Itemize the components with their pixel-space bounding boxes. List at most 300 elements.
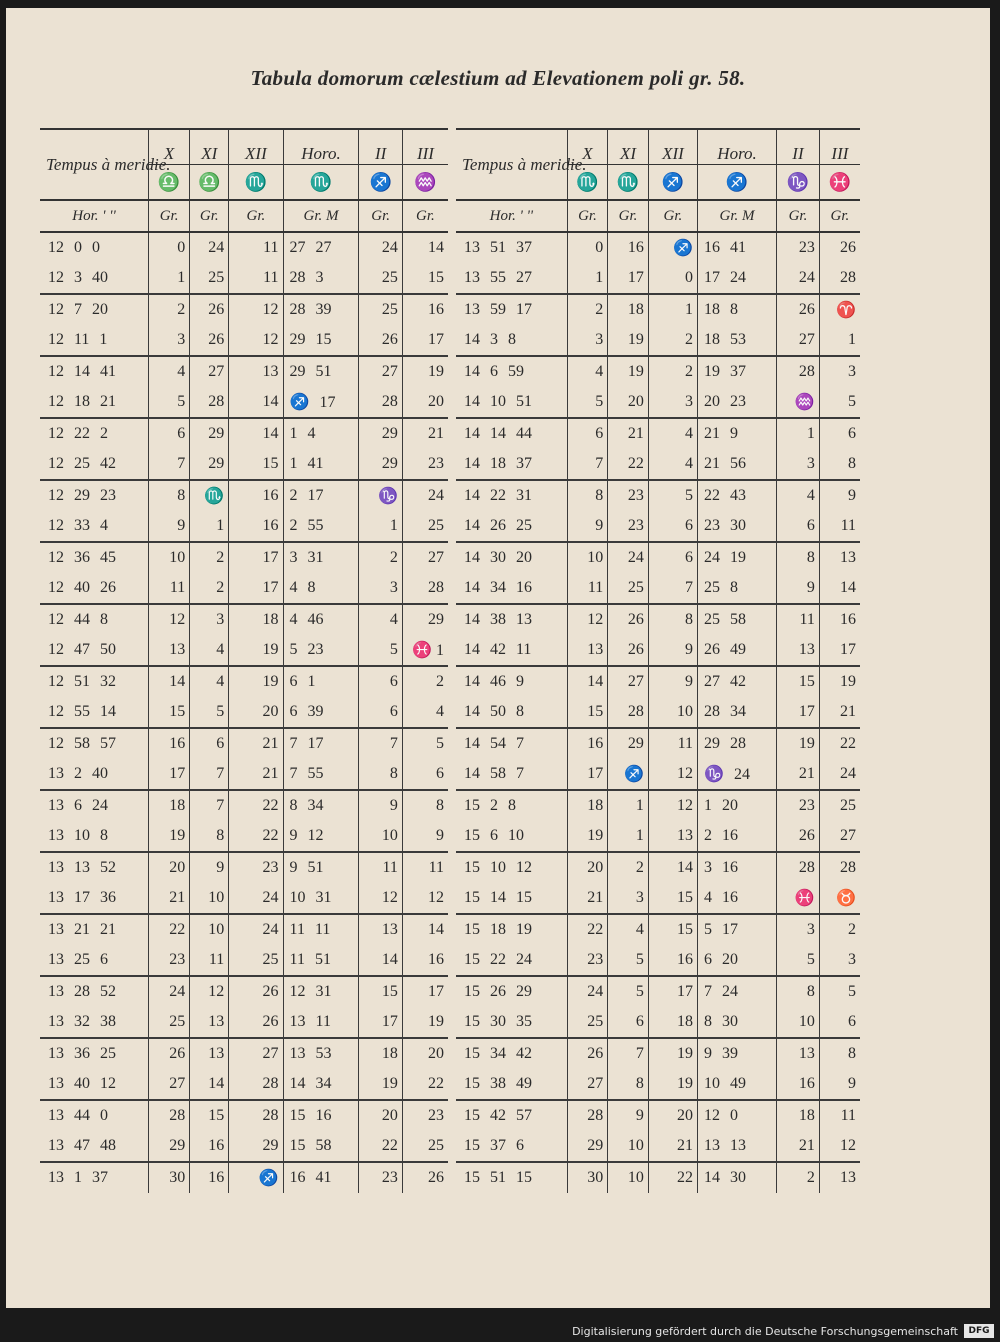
table-row [40, 759, 448, 790]
unit-label: Gr. [648, 200, 697, 232]
degree-cell: 25 [402, 1131, 448, 1162]
time-cell: 13 17 36 [48, 889, 116, 906]
degree-cell: 0 [567, 232, 608, 263]
time-cell: 12 11 1 [48, 331, 108, 348]
degree-cell: 25 58 [698, 604, 777, 635]
degree-cell: 20 [648, 1100, 697, 1131]
degree-cell: 21 [567, 883, 608, 914]
degree-cell: 19 [149, 821, 190, 852]
degree-cell: 18 8 [698, 294, 777, 325]
degree-cell: 20 [402, 1038, 448, 1069]
degree-cell: ♓ [777, 883, 820, 914]
degree-cell: 4 [149, 356, 190, 387]
degree-cell: 2 [567, 294, 608, 325]
degree-cell: 3 [777, 449, 820, 480]
degree-cell: 17 [567, 759, 608, 790]
degree-cell: 16 [777, 1069, 820, 1100]
degree-cell: 7 [359, 728, 402, 759]
table-row [456, 356, 860, 387]
degree-cell: 11 [229, 263, 283, 294]
degree-cell: 14 30 [698, 1162, 777, 1193]
degree-cell: 12 [229, 294, 283, 325]
degree-cell: 2 16 [698, 821, 777, 852]
degree-cell: 29 28 [698, 728, 777, 759]
degree-cell: 8 [149, 480, 190, 511]
degree-cell: 19 [229, 666, 283, 697]
table-row [456, 511, 860, 542]
degree-cell: 10 [608, 1162, 649, 1193]
degree-cell: 22 [229, 790, 283, 821]
degree-cell: 17 [402, 325, 448, 356]
degree-cell: 14 [648, 852, 697, 883]
degree-cell: 10 [149, 542, 190, 573]
house-label: Horo. [283, 129, 359, 165]
time-cell: 13 2 40 [48, 765, 108, 782]
degree-cell: 11 [777, 604, 820, 635]
degree-cell: 4 16 [698, 883, 777, 914]
degree-cell: 13 [190, 1007, 229, 1038]
degree-cell: 16 [567, 728, 608, 759]
degree-cell: 26 [229, 976, 283, 1007]
degree-cell: 23 [402, 1100, 448, 1131]
zodiac-sign: ♏ [283, 165, 359, 201]
degree-cell: 8 34 [283, 790, 359, 821]
page-title: Tabula domorum cælestium ad Elevationem poli gr. 58. [250, 66, 746, 90]
degree-cell: 22 [819, 728, 860, 759]
time-cell: 15 6 10 [464, 827, 524, 844]
house-label: III [819, 129, 860, 165]
degree-cell: 19 37 [698, 356, 777, 387]
degree-cell: 8 [402, 790, 448, 821]
time-cell: 13 1 37 [40, 1162, 149, 1193]
degree-cell: 11 51 [283, 945, 359, 976]
degree-cell: 24 [819, 759, 860, 790]
degree-cell: 4 [648, 449, 697, 480]
time-cell: 15 26 29 [456, 976, 567, 1007]
degree-cell: 7 [567, 449, 608, 480]
degree-cell: 29 51 [283, 356, 359, 387]
degree-cell: 24 [229, 914, 283, 945]
time-cell: 12 55 14 [48, 703, 116, 720]
degree-cell: 18 53 [698, 325, 777, 356]
degree-cell: 26 [402, 1162, 448, 1193]
degree-cell: 14 [402, 232, 448, 263]
degree-cell: 15 [402, 263, 448, 294]
table-row [456, 449, 860, 480]
degree-cell: 8 [777, 976, 820, 1007]
degree-cell: 21 [149, 883, 190, 914]
degree-cell: 24 [777, 263, 820, 294]
degree-cell: 2 [648, 356, 697, 387]
degree-cell: 6 [149, 418, 190, 449]
table-row [456, 976, 860, 1007]
degree-cell: 13 [648, 821, 697, 852]
degree-cell: 6 [819, 1007, 860, 1038]
degree-cell: 23 [608, 480, 649, 511]
degree-cell: 11 [149, 573, 190, 604]
degree-cell: 24 [149, 976, 190, 1007]
degree-cell: 17 [777, 697, 820, 728]
degree-cell: ♑ [359, 480, 402, 511]
degree-cell: 13 [567, 635, 608, 666]
time-cell: 13 25 6 [48, 951, 108, 968]
degree-cell: 27 [190, 356, 229, 387]
degree-cell: ♐ [608, 759, 649, 790]
table-row [40, 542, 448, 573]
time-cell: 14 3 8 [464, 331, 516, 348]
degree-cell: 8 [190, 821, 229, 852]
degree-cell: 9 [190, 852, 229, 883]
time-cell: 12 58 57 [40, 728, 149, 759]
table-row [40, 976, 448, 1007]
degree-cell: 10 [190, 883, 229, 914]
degree-cell: 2 [149, 294, 190, 325]
degree-cell: 16 [608, 232, 649, 263]
degree-cell: 27 [359, 356, 402, 387]
degree-cell: 13 11 [283, 1007, 359, 1038]
degree-cell: 1 [819, 325, 860, 356]
degree-cell: 3 [149, 325, 190, 356]
left-table [40, 128, 448, 1193]
degree-cell: 27 27 [283, 232, 359, 263]
table-row [456, 604, 860, 635]
left-table-body [40, 232, 448, 1193]
table-row [40, 821, 448, 852]
degree-cell: 11 [819, 1100, 860, 1131]
degree-cell: 22 [359, 1131, 402, 1162]
house-label: Horo. [698, 129, 777, 165]
degree-cell: 0 [149, 232, 190, 263]
degree-cell: 1 [777, 418, 820, 449]
degree-cell: 22 43 [698, 480, 777, 511]
degree-cell: 21 [608, 418, 649, 449]
time-cell: 12 22 2 [40, 418, 149, 449]
zodiac-sign: ♎ [190, 165, 229, 201]
degree-cell: 3 [777, 914, 820, 945]
degree-cell: 2 [359, 542, 402, 573]
degree-cell: 29 15 [283, 325, 359, 356]
degree-cell: 12 [402, 883, 448, 914]
degree-cell: 12 [359, 883, 402, 914]
degree-cell: 19 [608, 356, 649, 387]
degree-cell: 5 [777, 945, 820, 976]
degree-cell: 29 [608, 728, 649, 759]
degree-cell: 11 [648, 728, 697, 759]
zodiac-sign: ♐ [359, 165, 402, 201]
unit-label: Gr. [819, 200, 860, 232]
degree-cell: 2 [402, 666, 448, 697]
degree-cell: 23 [402, 449, 448, 480]
degree-cell: 15 [777, 666, 820, 697]
time-cell: 12 40 26 [48, 579, 116, 596]
degree-cell: 8 30 [698, 1007, 777, 1038]
table-row [456, 232, 860, 263]
degree-cell: 5 [190, 697, 229, 728]
degree-cell: 5 [402, 728, 448, 759]
degree-cell: 9 [149, 511, 190, 542]
degree-cell: 3 31 [283, 542, 359, 573]
time-cell: 13 32 38 [48, 1013, 116, 1030]
degree-cell: 30 [149, 1162, 190, 1193]
time-cell: 15 30 35 [464, 1013, 532, 1030]
degree-cell: 5 [648, 480, 697, 511]
degree-cell: 26 [567, 1038, 608, 1069]
time-cell: 15 22 24 [464, 951, 532, 968]
degree-cell: 27 42 [698, 666, 777, 697]
degree-cell: 19 [359, 1069, 402, 1100]
degree-cell: 6 20 [698, 945, 777, 976]
dfg-logo: DFG [964, 1324, 994, 1338]
table-row [40, 945, 448, 976]
degree-cell: 29 [229, 1131, 283, 1162]
degree-cell: ♐ [648, 232, 697, 263]
unit-label: Gr. [608, 200, 649, 232]
time-cell: 13 40 12 [48, 1075, 116, 1092]
degree-cell: 9 [608, 1100, 649, 1131]
degree-cell: 25 8 [698, 573, 777, 604]
degree-cell: 3 [359, 573, 402, 604]
table-row [40, 480, 448, 511]
degree-cell: 15 58 [283, 1131, 359, 1162]
degree-cell: 22 [149, 914, 190, 945]
degree-cell: 10 31 [283, 883, 359, 914]
house-label: XI [608, 129, 649, 165]
time-cell: 14 30 20 [456, 542, 567, 573]
time-cell: 13 36 25 [40, 1038, 149, 1069]
degree-cell: 11 [819, 511, 860, 542]
degree-cell: 11 [359, 852, 402, 883]
degree-cell: 13 [149, 635, 190, 666]
degree-cell: 19 [402, 356, 448, 387]
time-cell: 15 34 42 [456, 1038, 567, 1069]
time-cell: 14 6 59 [456, 356, 567, 387]
degree-cell: 18 [608, 294, 649, 325]
degree-cell: 28 [777, 356, 820, 387]
degree-cell: 7 [149, 449, 190, 480]
house-label: X [149, 129, 190, 165]
degree-cell: 26 [359, 325, 402, 356]
degree-cell: 24 [359, 232, 402, 263]
table-row [456, 542, 860, 573]
degree-cell: 2 55 [283, 511, 359, 542]
degree-cell: 20 23 [698, 387, 777, 418]
book-page [6, 8, 990, 1308]
degree-cell: 9 [819, 480, 860, 511]
table-row [40, 604, 448, 635]
degree-cell: 22 [229, 821, 283, 852]
house-label: XI [190, 129, 229, 165]
degree-cell: 22 [402, 1069, 448, 1100]
degree-cell: 15 [648, 914, 697, 945]
degree-cell: 26 [608, 635, 649, 666]
degree-cell: 20 [402, 387, 448, 418]
degree-cell: 3 [648, 387, 697, 418]
unit-label: Gr. M [698, 200, 777, 232]
house-label: II [777, 129, 820, 165]
degree-cell: 1 [648, 294, 697, 325]
degree-cell: 5 [819, 976, 860, 1007]
degree-cell: 28 [819, 852, 860, 883]
degree-cell: 13 [190, 1038, 229, 1069]
zodiac-sign: ♏ [608, 165, 649, 201]
time-cell: 12 7 20 [40, 294, 149, 325]
degree-cell: 16 [819, 604, 860, 635]
table-row [456, 821, 860, 852]
time-cell: 15 2 8 [456, 790, 567, 821]
time-cell: 13 51 37 [456, 232, 567, 263]
table-row [40, 883, 448, 914]
degree-cell: 11 [402, 852, 448, 883]
house-label: X [567, 129, 608, 165]
degree-cell: 4 [402, 697, 448, 728]
degree-cell: 8 [819, 449, 860, 480]
degree-cell: 12 0 [698, 1100, 777, 1131]
degree-cell: 14 [567, 666, 608, 697]
time-cell: 15 51 15 [456, 1162, 567, 1193]
degree-cell: 10 49 [698, 1069, 777, 1100]
degree-cell: 7 17 [283, 728, 359, 759]
degree-cell: 10 [777, 1007, 820, 1038]
degree-cell: ♏ [190, 480, 229, 511]
time-cell: 12 51 32 [40, 666, 149, 697]
degree-cell: 6 1 [283, 666, 359, 697]
degree-cell: 24 19 [698, 542, 777, 573]
table-row [456, 325, 860, 356]
table-row [40, 1069, 448, 1100]
degree-cell: 28 [190, 387, 229, 418]
time-cell: 14 54 7 [456, 728, 567, 759]
degree-cell: 1 4 [283, 418, 359, 449]
time-cell: 13 44 0 [40, 1100, 149, 1131]
degree-cell: 12 [819, 1131, 860, 1162]
degree-cell: 14 [229, 387, 283, 418]
degree-cell: 14 [819, 573, 860, 604]
degree-cell: 26 [190, 325, 229, 356]
degree-cell: 23 [608, 511, 649, 542]
table-row [456, 1100, 860, 1131]
house-label: XII [648, 129, 697, 165]
table-row [40, 263, 448, 294]
degree-cell: 3 16 [698, 852, 777, 883]
degree-cell: 11 [567, 573, 608, 604]
unit-label: Gr. [149, 200, 190, 232]
degree-cell: 17 [359, 1007, 402, 1038]
table-row [456, 1038, 860, 1069]
degree-cell: 17 [608, 263, 649, 294]
unit-label: Gr. [359, 200, 402, 232]
degree-cell: 25 [359, 294, 402, 325]
time-cell: 13 13 52 [40, 852, 149, 883]
degree-cell: 8 [567, 480, 608, 511]
degree-cell: 19 [819, 666, 860, 697]
time-cell: 13 10 8 [48, 827, 108, 844]
time-cell: 12 47 50 [48, 641, 116, 658]
degree-cell: 15 [149, 697, 190, 728]
degree-cell: 2 [190, 542, 229, 573]
degree-cell: 1 [567, 263, 608, 294]
degree-cell: 15 [359, 976, 402, 1007]
table-row [456, 697, 860, 728]
degree-cell: 28 [608, 697, 649, 728]
table-row [40, 1038, 448, 1069]
unit-label: Hor. ' '' [456, 200, 567, 232]
degree-cell: 2 [777, 1162, 820, 1193]
degree-cell: 15 [648, 883, 697, 914]
degree-cell: 27 [402, 542, 448, 573]
time-cell: 14 22 31 [456, 480, 567, 511]
degree-cell: 15 [229, 449, 283, 480]
degree-cell: 11 [229, 232, 283, 263]
table-row [456, 635, 860, 666]
time-cell: 12 3 40 [48, 269, 108, 286]
degree-cell: 29 [359, 418, 402, 449]
degree-cell: 29 [567, 1131, 608, 1162]
right-table [456, 128, 860, 1193]
degree-cell: 28 [567, 1100, 608, 1131]
degree-cell: 1 [149, 263, 190, 294]
degree-cell: 7 [608, 1038, 649, 1069]
table-row [456, 945, 860, 976]
degree-cell: 25 [229, 945, 283, 976]
time-cell: 13 28 52 [40, 976, 149, 1007]
degree-cell: 9 [402, 821, 448, 852]
degree-cell: 1 20 [698, 790, 777, 821]
degree-cell: 8 [777, 542, 820, 573]
degree-cell: 19 [567, 821, 608, 852]
time-cell: 14 58 7 [464, 765, 524, 782]
degree-cell: 4 8 [283, 573, 359, 604]
degree-cell: 10 [648, 697, 697, 728]
table-row [40, 1162, 448, 1193]
degree-cell: 18 [149, 790, 190, 821]
degree-cell: 28 [359, 387, 402, 418]
degree-cell: 2 [608, 852, 649, 883]
degree-cell: 8 [648, 604, 697, 635]
degree-cell: 18 [567, 790, 608, 821]
degree-cell: 16 [648, 945, 697, 976]
degree-cell: 27 [777, 325, 820, 356]
degree-cell: 4 [777, 480, 820, 511]
degree-cell: 8 [819, 1038, 860, 1069]
degree-cell: 24 [567, 976, 608, 1007]
table-row [456, 387, 860, 418]
degree-cell: 12 [229, 325, 283, 356]
table-row [456, 883, 860, 914]
degree-cell: 30 [567, 1162, 608, 1193]
degree-cell: 10 [608, 1131, 649, 1162]
degree-cell: 3 [190, 604, 229, 635]
table-row [456, 480, 860, 511]
degree-cell: 21 [777, 1131, 820, 1162]
degree-cell: 16 41 [283, 1162, 359, 1193]
digitization-footer [0, 1320, 1000, 1342]
degree-cell: 9 12 [283, 821, 359, 852]
table-row [456, 1162, 860, 1193]
unit-label: Gr. [190, 200, 229, 232]
degree-cell: 16 41 [698, 232, 777, 263]
degree-cell: ♐ [229, 1162, 283, 1193]
degree-cell: 6 [190, 728, 229, 759]
time-cell: 15 10 12 [456, 852, 567, 883]
degree-cell: 23 30 [698, 511, 777, 542]
degree-cell: 5 [149, 387, 190, 418]
degree-cell: 13 53 [283, 1038, 359, 1069]
table-row [456, 418, 860, 449]
footer-text: Digitalisierung gefördert durch die Deutsche Forschungsgemeinschaft [572, 1325, 958, 1338]
table-row [40, 635, 448, 666]
degree-cell: 6 [648, 542, 697, 573]
time-cell: 12 29 23 [40, 480, 149, 511]
